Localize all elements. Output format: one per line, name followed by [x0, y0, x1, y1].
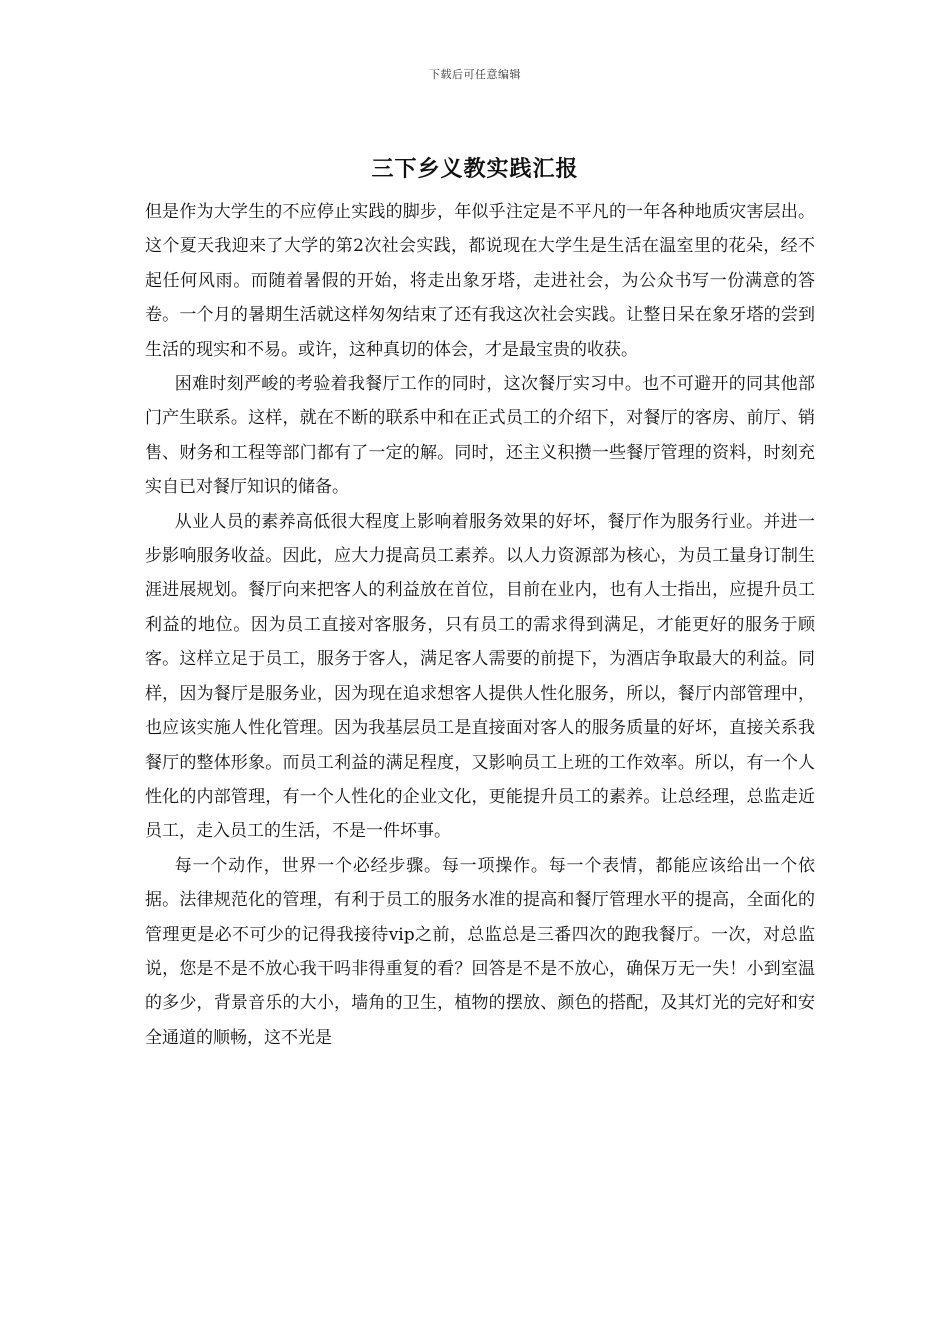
paragraph-3: 从业人员的素养高低很大程度上影响着服务效果的好坏，餐厅作为服务行业。并进一步影响服务收益。因此，应大力提高员工素养。以人力资源部为核心，为员工量身订制生涯进展规划。餐厅向来把客人的利益放在首位，目前在业内，也有人士指出，应提升员工利益的地位。因为员工直接对客服务，只有员工的需求得到满足，才能更好的服务于顾客。这样立足于员工，服务于客人，满足客人需要的前提下，为酒店争取最大的利益。同样，因为餐厅是服务业，因为现在追求想客人提供人性化服务，所以，餐厅内部管理中，也应该实施人性化管理。因为我基层员工是直接面对客人的服务质量的好坏，直接关系我餐厅的整体形象。而员工利益的满足程度，又影响员工上班的工作效率。所以，有一个人性化的内部管理，有一个人性化的企业文化，更能提升员工的素养。让总经理，总监走近员工，走入员工的生活，不是一件坏事。 [145, 511, 815, 842]
page-title: 三下乡义教实践汇报 [371, 157, 579, 182]
paragraph-1: 但是作为大学生的不应停止实践的脚步，年似乎注定是不平凡的一年各种地质灾害层出。这个夏天我迎来了大学的第2次社会实践，都说现在大学生是生活在温室里的花朵，经不起任何风雨。而随着暑假的开始，将走出象牙塔，走进社会，为公众书写一份满意的答卷。一个月的暑期生活就这样匆匆结束了还有我这次社会实践。让整日呆在象牙塔的尝到生活的现实和不易。或许，这种真切的体会，才是最宝贵的收获。 [145, 202, 815, 360]
header-note: 下载后可任意编辑 [429, 68, 521, 81]
paragraph-4: 每一个动作，世界一个必经步骤。每一项操作。每一个表情，都能应该给出一个依据。法律规范化的管理，有利于员工的服务水准的提高和餐厅管理水平的提高，全面化的管理更是必不可少的记得我接待vip之前，总监总是三番四次的跑我餐厅。一次，对总监说，您是不是不放心我干吗非得重复的看？回答是不是不放心，确保万无一失！小到室温的多少，背景音乐的大小，墙角的卫生，植物的摆放、颜色的搭配，及其灯光的完好和安全通道的顺畅，这不光是 [145, 855, 815, 1048]
paragraph-2: 困难时刻严峻的考验着我餐厅工作的同时，这次餐厅实习中。也不可避开的同其他部门产生联系。这样，就在不断的联系中和在正式员工的介绍下，对餐厅的客房、前厅、销售、财务和工程等部门都有了一定的解。同时，还主义积攒一些餐厅管理的资料，时刻充实自已对餐厅知识的储备。 [145, 374, 815, 498]
body-text [145, 195, 815, 1055]
